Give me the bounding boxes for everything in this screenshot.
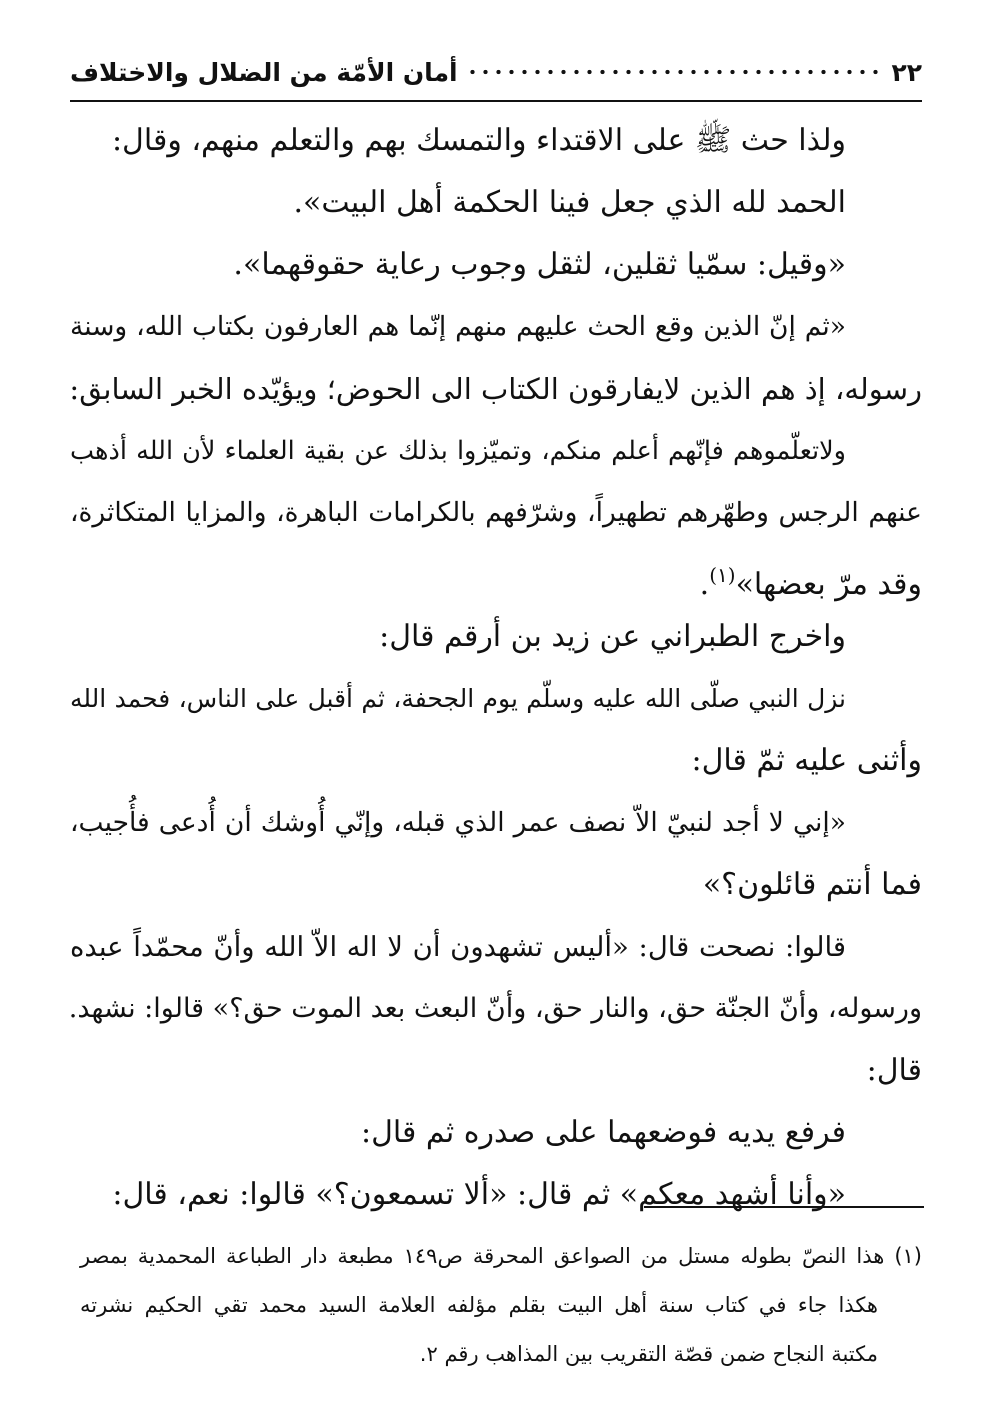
- body-line: وأثنى عليه ثمّ قال:: [691, 743, 922, 778]
- body-line: رسوله، إذ هم الذين لايفارقون الكتاب الى الحوض؛ ويؤيّده الخبر السابق:: [69, 372, 922, 406]
- footnotes: [80, 1232, 922, 1379]
- body-line: فرفع يديه فوضعهما على صدره ثم قال:: [360, 1115, 846, 1150]
- body-line: ورسوله، وأنّ الجنّة حق، والنار حق، وأنّ البعث بعد الموت حق؟» قالوا: نشهد.: [68, 993, 922, 1024]
- running-title: أمان الأمّة من الضلال والاختلاف: [70, 57, 458, 87]
- footnote-line: هكذا جاء في كتاب سنة أهل البيت بقلم مؤلفه العلامة السيد محمد تقي الحكيم نشرته: [80, 1293, 878, 1317]
- page-header: [70, 44, 922, 102]
- body-line: ولاتعلّموهم فإنّهم أعلم منكم، وتميّزوا بذلك عن بقية العلماء لأن الله أذهب: [70, 436, 846, 466]
- body-line: «إني لا أجد لنبيّ الاّ نصف عمر الذي قبله، وإنّي أُوشك أن أُدعى فأُجيب،: [70, 807, 846, 838]
- footnote-reference: (١): [709, 563, 736, 587]
- body-line: واخرج الطبراني عن زيد بن أرقم قال:: [379, 619, 846, 654]
- body-line-with-footnote-ref: [70, 544, 922, 606]
- body-line: ولذا حث ﷺ على الاقتداء والتمسك بهم والتعلم منهم، وقال:: [111, 123, 846, 158]
- body-line: الحمد لله الذي جعل فينا الحكمة أهل البيت».: [293, 185, 846, 220]
- body-line: فما أنتم قائلون؟»: [702, 867, 922, 902]
- footnote-line: مكتبة النجاح ضمن قصّة التقريب بين المذاهب رقم ٢.: [419, 1342, 878, 1366]
- body-line: عنهم الرجس وطهّرهم تطهيراً، وشرّفهم بالكرامات الباهرة، والمزايا المتكاثرة،: [70, 497, 922, 528]
- body-text: [70, 110, 922, 1226]
- footnote-line: (١) هذا النصّ بطوله مستل من الصواعق المحرقة ص١٤٩ مطبعة دار الطباعة المحمدية بمصر: [80, 1244, 922, 1268]
- body-line: «ثم إنّ الذين وقع الحث عليهم منهم إنّما هم العارفون بكتاب الله، وسنة: [70, 311, 846, 342]
- body-line-text: وقد مرّ بعضها»: [735, 567, 922, 602]
- leader-dots: [466, 57, 884, 87]
- footnote-reference-tail: .: [699, 567, 710, 602]
- body-line: قالوا: نصحت قال: «أليس تشهدون أن لا اله الاّ الله وأنّ محمّداً عبده: [70, 931, 846, 963]
- body-line: «وقيل: سمّيا ثقلين، لثقل وجوب رعاية حقوقهما».: [233, 247, 846, 282]
- body-line: نزل النبي صلّى الله عليه وسلّم يوم الجحفة، ثم أقبل على الناس، فحمد الله: [70, 684, 846, 713]
- body-line: قال:: [866, 1053, 922, 1088]
- page-number: ٢٢: [891, 57, 922, 87]
- body-line: «وأنا أشهد معكم» ثم قال: «ألا تسمعون؟» قالوا: نعم، قال:: [112, 1177, 846, 1212]
- footnote-separator: [644, 1206, 924, 1208]
